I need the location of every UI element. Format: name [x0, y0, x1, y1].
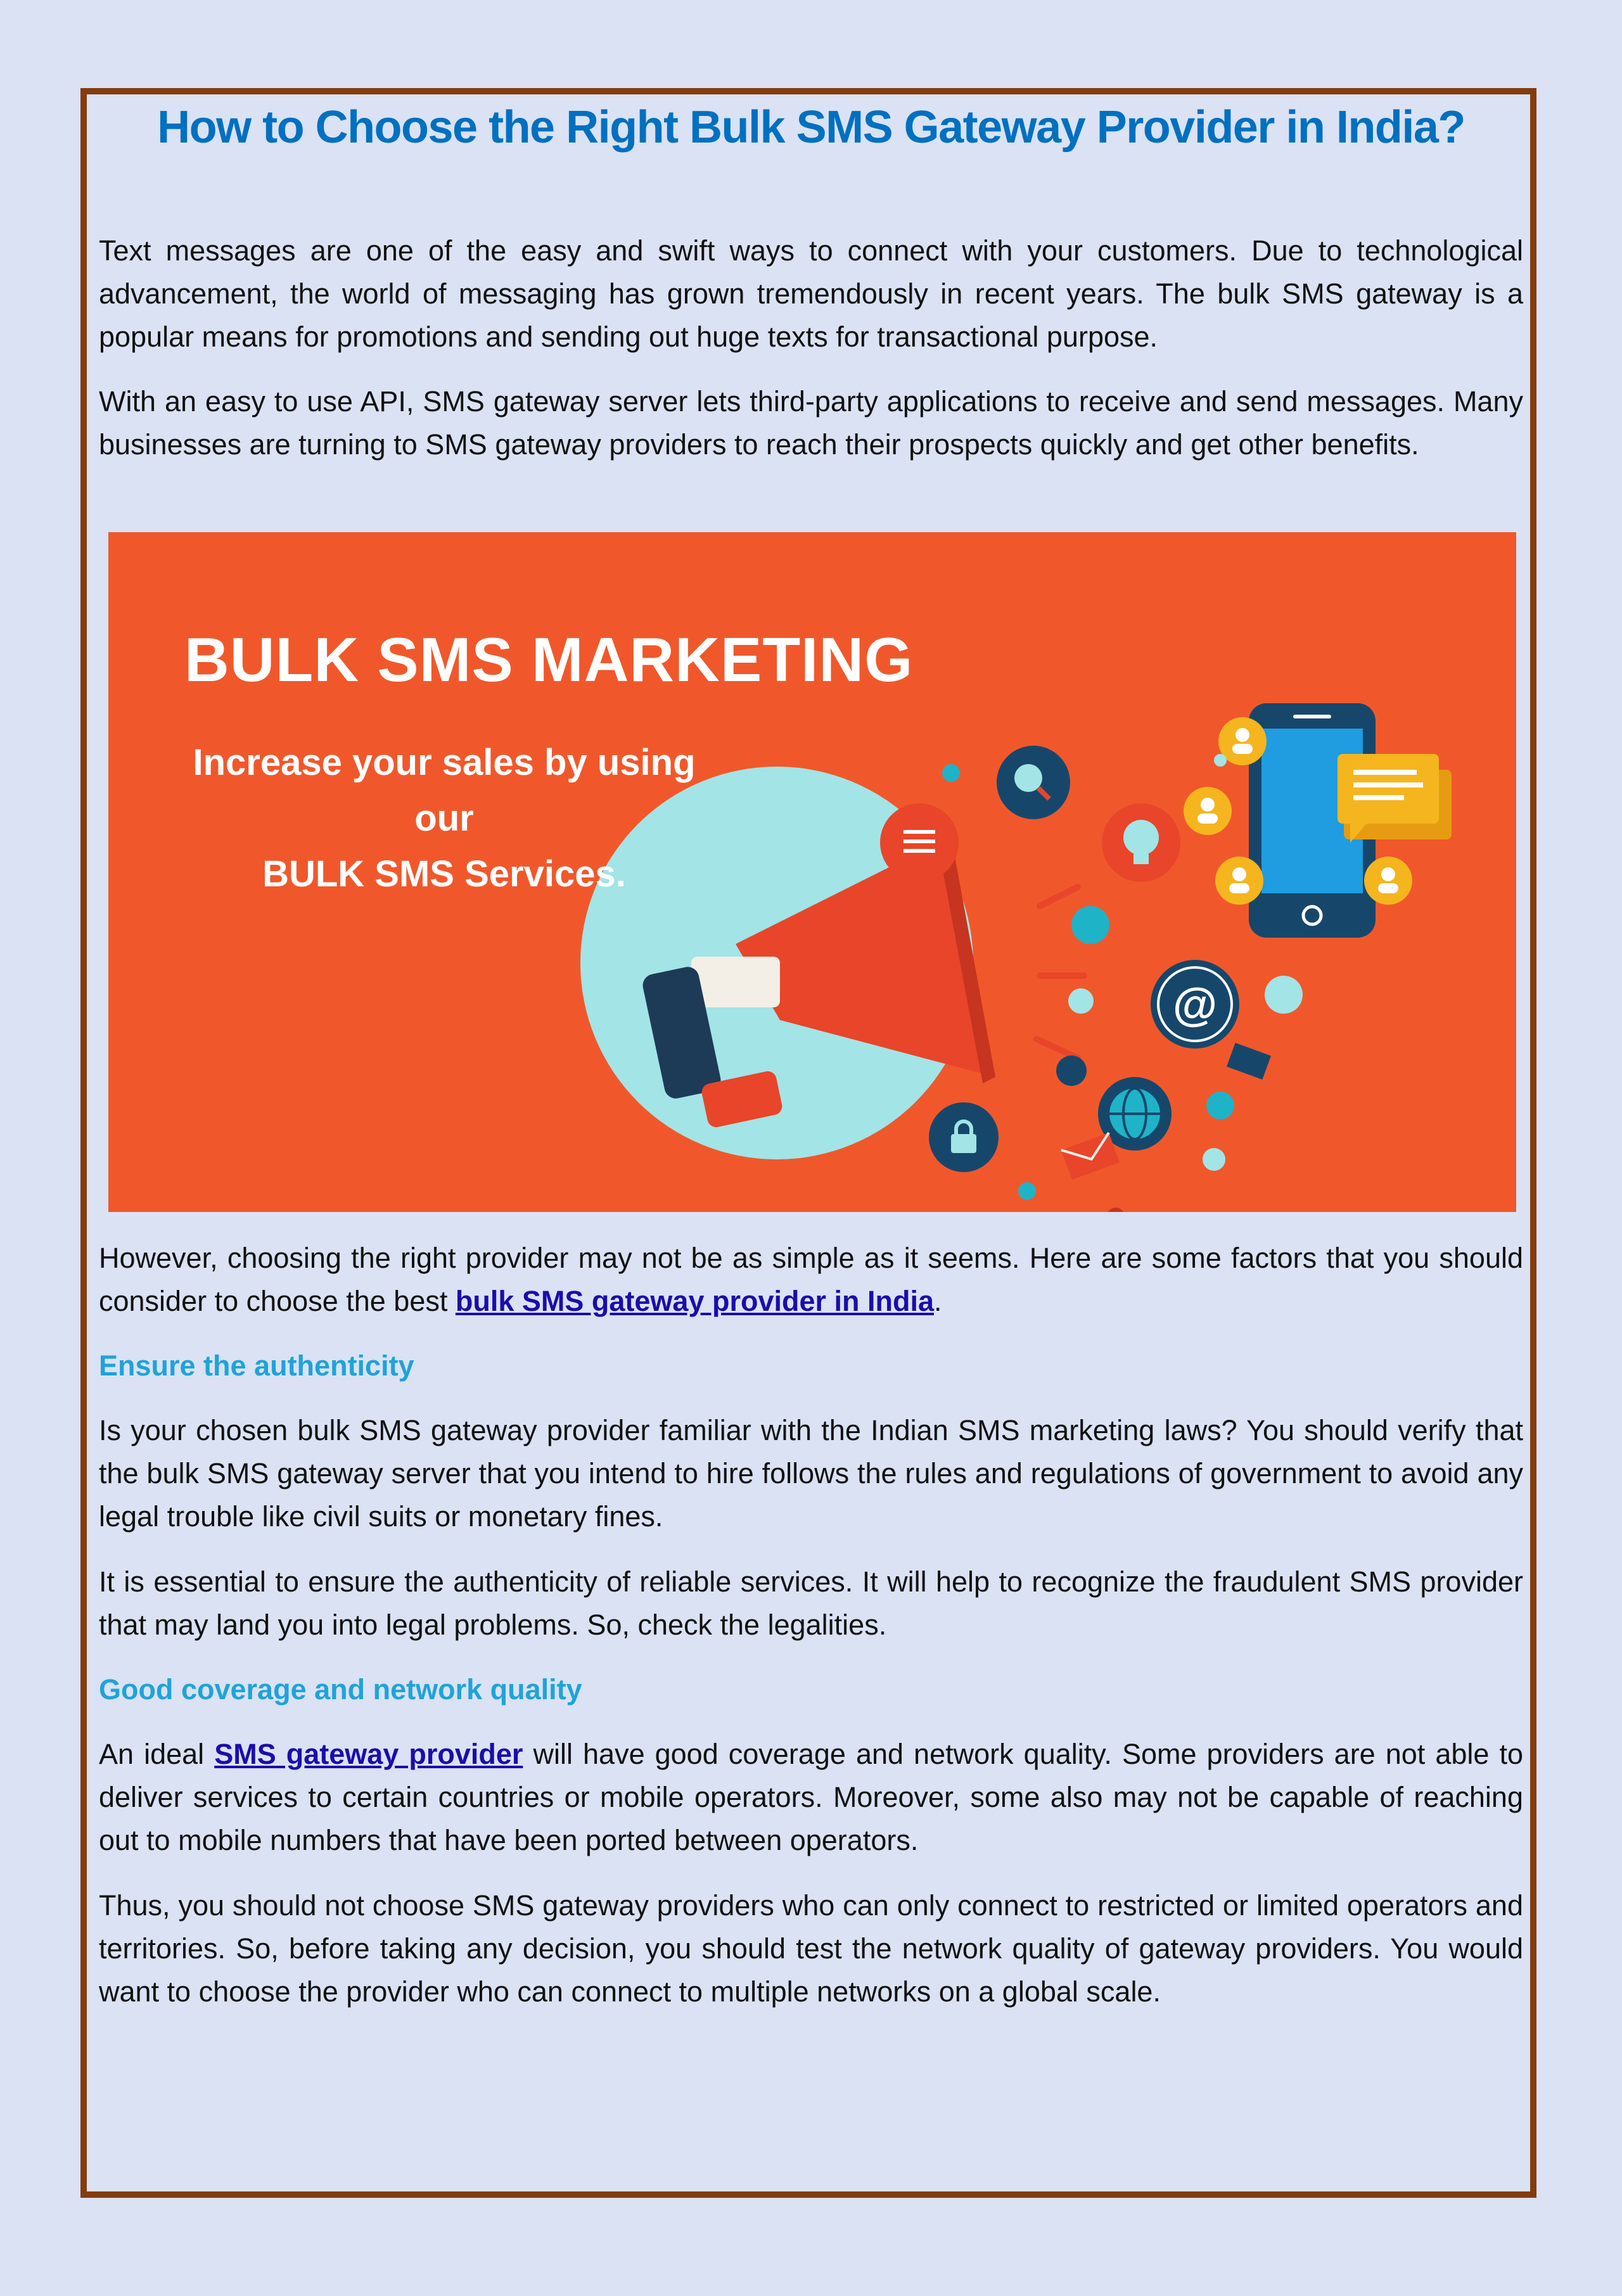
coverage-paragraph-2: Thus, you should not choose SMS gateway providers who can only connect to restricted or limited operators and territories. So, before taking any decision, you should test the network quality of gateway providers. You would want to choose the provider who can connect to multiple networks on a global scale. — [99, 1889, 1523, 2008]
coverage-text-rest: will have good coverage and network quality. Some providers are not able to deliver services to certain countries or mobile operators. Moreover, some also may not be capable of reaching out to mobile numbers that have been ported between operators. — [99, 1738, 1523, 1856]
choosing-paragraph — [99, 1237, 1523, 1323]
svg-text:@: @ — [1172, 979, 1218, 1030]
message-icon — [880, 803, 959, 882]
intro-paragraph-1: Text messages are one of the easy and swift ways to connect with your customers. Due to technological advancement, the world of messaging has grown tremendously in recent years. The bulk SMS gateway is a popular means for promotions and sending out huge texts for transactional purpose. — [99, 234, 1523, 353]
coverage-text-start: An ideal — [99, 1738, 215, 1770]
heading-coverage: Good coverage and network quality — [99, 1673, 582, 1706]
chat-bubble-icon — [1338, 754, 1452, 843]
banner-subtitle — [172, 735, 717, 902]
heading-authenticity: Ensure the authenticity — [99, 1349, 414, 1382]
banner-title: BULK SMS MARKETING — [184, 625, 914, 694]
authenticity-paragraph-1: Is your chosen bulk SMS gateway provider familiar with the Indian SMS marketing laws? You should verify that the bulk SMS gateway server that you intend to hire follows the rules and regulations of government to avoid any legal trouble like civil suits or monetary fines. — [99, 1414, 1523, 1533]
bulk-sms-banner — [108, 532, 1516, 1212]
sms-gateway-provider-link[interactable]: SMS gateway provider — [214, 1738, 523, 1770]
bulk-sms-provider-link[interactable]: bulk SMS gateway provider in India — [455, 1285, 935, 1317]
intro-paragraph-2: With an easy to use API, SMS gateway server lets third-party applications to receive and send messages. Many businesses are turning to SMS gateway providers to reach their prospects quickly and get other benefits. — [99, 385, 1523, 461]
lightbulb-icon — [1102, 803, 1180, 882]
authenticity-paragraph-2: It is essential to ensure the authenticity of reliable services. It will help to recognize the fraudulent SMS provider that may land you into legal problems. So, check the legalities. — [99, 1566, 1523, 1641]
coverage-paragraph-1 — [99, 1733, 1523, 1862]
banner-subtitle-line-2: BULK SMS Services. — [262, 853, 626, 895]
lock-icon — [929, 1102, 999, 1172]
search-icon — [997, 746, 1070, 819]
choosing-text: However, choosing the right provider may not be as simple as it seems. Here are some factors that you should consider to choose the best — [99, 1242, 1523, 1317]
banner-subtitle-line-1: Increase your sales by using our — [193, 742, 696, 839]
choosing-text-end: . — [934, 1285, 942, 1317]
page-title: How to Choose the Right Bulk SMS Gateway Provider in India? — [157, 102, 1465, 153]
at-sign-icon — [1151, 960, 1239, 1049]
